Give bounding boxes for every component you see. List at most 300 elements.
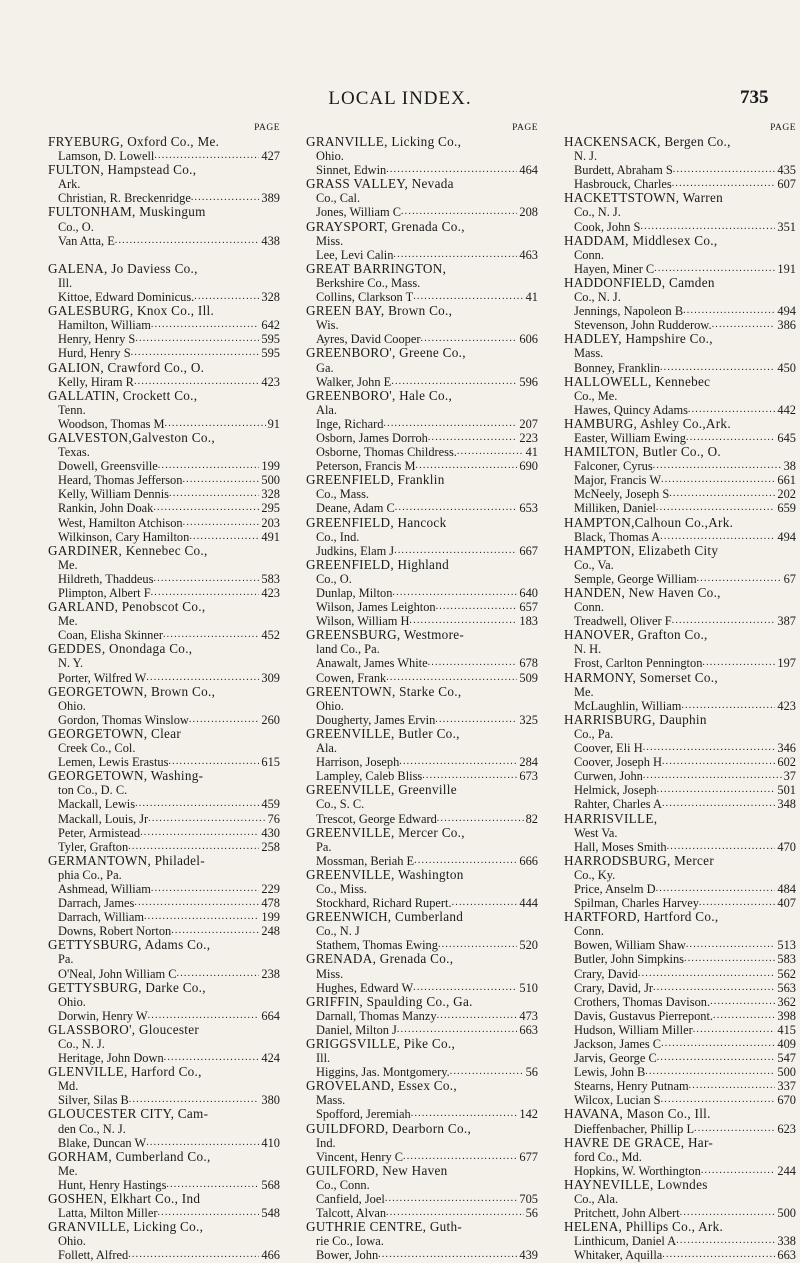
entry-page-number: 661 [777, 473, 796, 488]
index-entry [564, 967, 796, 981]
place-heading: GRIFFIN, Spaulding Co., Ga. [306, 994, 473, 1009]
place-heading: HALLOWELL, Kennebec [564, 374, 711, 389]
place-heading-continuation: Tenn. [58, 402, 86, 417]
index-entry [564, 995, 796, 1009]
entry-page-number: 229 [261, 881, 280, 896]
index-entry [306, 431, 538, 445]
entry-page-number: 362 [777, 994, 796, 1009]
index-entry [306, 459, 538, 473]
index-entry [306, 600, 538, 614]
entry-name: McLaughlin, William [574, 698, 682, 713]
leader-dots [673, 163, 776, 177]
entry-name: Mackall, Lewis [58, 797, 136, 812]
index-entry [564, 882, 796, 896]
leader-dots [135, 797, 259, 811]
entry-page-number: 244 [777, 1163, 796, 1178]
leader-dots [399, 755, 517, 769]
entry-name: Davis, Gustavus Pierrepont. [574, 1008, 714, 1023]
entry-name: Stathem, Thomas Ewing [316, 938, 438, 953]
leader-dots [422, 769, 517, 783]
place-heading: GREENTOWN, Starke Co., [306, 684, 462, 699]
entry-name: Crary, David [574, 966, 638, 981]
entry-page-number: 423 [261, 374, 280, 389]
entry-name: Stevenson, John Rudderow. [574, 318, 712, 333]
place-heading-continuation: Co., O. [58, 219, 94, 234]
leader-dots [146, 1136, 259, 1150]
leader-dots [452, 896, 518, 910]
entry-name: Kittoe, Edward Dominicus. [58, 290, 195, 305]
place-heading-continuation: rie Co., Iowa. [316, 1234, 384, 1249]
place-heading-continuation: Ala. [316, 741, 337, 756]
entry-page-number: 548 [261, 1206, 280, 1221]
place-heading: GOSHEN, Elkhart Co., Ind [48, 1192, 201, 1207]
index-entry [48, 840, 280, 854]
leader-dots [169, 487, 259, 501]
index-entry [48, 332, 280, 346]
leader-dots [128, 1248, 259, 1262]
entry-page-number: 659 [777, 501, 796, 516]
place-heading: HARRISBURG, Dauphin [564, 712, 707, 727]
index-entry [306, 544, 538, 558]
index-entry [48, 586, 280, 600]
index-entry [564, 614, 796, 628]
entry-page-number: 478 [261, 896, 280, 911]
entry-name: Judkins, Elam J [316, 543, 395, 558]
place-heading: GETTYSBURG, Darke Co., [48, 980, 206, 995]
entry-page-number: 513 [777, 938, 796, 953]
entry-page-number: 387 [777, 614, 796, 629]
leader-dots [450, 1065, 524, 1079]
index-entry [48, 516, 280, 530]
entry-page-number: 346 [777, 741, 796, 756]
place-heading-continuation: land Co., Pa. [316, 642, 380, 657]
entry-page-number: 466 [261, 1248, 280, 1263]
leader-dots [697, 572, 782, 586]
leader-dots [171, 924, 259, 938]
index-entry [564, 177, 796, 191]
place-heading-continuation: Texas. [58, 445, 90, 460]
leader-dots [158, 459, 260, 473]
place-heading: GRAYSPORT, Grenada Co., [306, 219, 465, 234]
entry-page-number: 238 [261, 966, 280, 981]
place-heading: HARRODSBURG, Mercer [564, 853, 715, 868]
place-heading: HADDAM, Middlesex Co., [564, 233, 718, 248]
index-entry [564, 459, 796, 473]
entry-name: Semple, George William [574, 571, 697, 586]
entry-page-number: 439 [519, 1248, 538, 1263]
entry-name: Coover, Eli H [574, 741, 643, 756]
entry-name: Walker, John E [316, 374, 392, 389]
place-heading: GLENVILLE, Harford Co., [48, 1065, 202, 1080]
entry-name: Trescot, George Edward [316, 811, 437, 826]
leader-dots [672, 614, 776, 628]
entry-name: Kelly, Hiram R [58, 374, 134, 389]
entry-page-number: 657 [519, 600, 538, 615]
leader-dots [194, 290, 259, 304]
entry-name: Christian, R. Breckenridge [58, 191, 191, 206]
index-entry [564, 262, 796, 276]
place-heading: GALLATIN, Crockett Co., [48, 388, 198, 403]
index-entry [48, 530, 280, 544]
index-entry [564, 1065, 796, 1079]
index-entry [48, 755, 280, 769]
leader-dots [661, 1037, 775, 1051]
index-entry [564, 896, 796, 910]
entry-page-number: 423 [777, 698, 796, 713]
leader-dots [131, 346, 260, 360]
place-heading: GRASS VALLEY, Nevada [306, 177, 454, 192]
place-heading: GREENBORO', Greene Co., [306, 346, 466, 361]
leader-dots [385, 1192, 518, 1206]
entry-page-number: 248 [261, 924, 280, 939]
entry-name: Wilson, James Leighton [316, 600, 436, 615]
entry-name: Hasbrouck, Charles [574, 177, 672, 192]
entry-page-number: 583 [261, 571, 280, 586]
leader-dots [163, 628, 259, 642]
entry-name: Jennings, Napoleon B [574, 304, 684, 319]
leader-dots [135, 332, 259, 346]
leader-dots [684, 952, 775, 966]
entry-page-number: 667 [519, 543, 538, 558]
entry-name: Blake, Duncan W [58, 1135, 147, 1150]
index-entry [48, 1136, 280, 1150]
place-heading-continuation: Ark. [58, 177, 81, 192]
place-heading: HACKETTSTOWN, Warren [564, 191, 724, 206]
entry-name: Helmick, Joseph [574, 783, 657, 798]
entry-name: Woodson, Thomas M [58, 416, 165, 431]
place-heading-continuation: Co., Ind. [316, 529, 360, 544]
index-entry [48, 1009, 280, 1023]
entry-name: Easter, William Ewing [574, 430, 686, 445]
place-heading-continuation: Pa. [58, 952, 74, 967]
entry-page-number: 653 [519, 501, 538, 516]
leader-dots [694, 1122, 775, 1136]
place-heading: FRYEBURG, Oxford Co., Me. [48, 135, 220, 149]
entry-name: Sinnet, Edwin [316, 163, 387, 178]
leader-dots [437, 812, 524, 826]
leader-dots [661, 473, 775, 487]
leader-dots [656, 501, 776, 515]
leader-dots [661, 1093, 776, 1107]
index-entry [564, 403, 796, 417]
entry-name: Hamilton, William [58, 318, 151, 333]
entry-page-number: 640 [519, 586, 538, 600]
leader-dots [683, 304, 775, 318]
entry-page-number: 677 [519, 1149, 538, 1164]
index-entry [48, 417, 280, 431]
entry-page-number: 67 [783, 571, 796, 586]
entry-name: Peterson, Francis M [316, 459, 416, 474]
leader-dots [686, 431, 775, 445]
place-heading-continuation: Ohio. [58, 994, 86, 1009]
entry-page-number: 325 [519, 712, 538, 727]
place-heading: GREENFIELD, Franklin [306, 473, 445, 488]
entry-page-number: 295 [261, 501, 280, 516]
entry-name: Inge, Richard [316, 416, 384, 431]
entry-page-number: 197 [777, 656, 796, 671]
index-entry [48, 967, 280, 981]
leader-dots [164, 1051, 260, 1065]
entry-page-number: 494 [777, 304, 796, 319]
entry-name: Vincent, Henry C [316, 1149, 404, 1164]
entry-page-number: 690 [519, 459, 538, 474]
place-heading-continuation: Ohio. [316, 149, 344, 164]
leader-dots [413, 981, 517, 995]
leader-dots [168, 755, 259, 769]
index-entry [48, 1051, 280, 1065]
index-entry [306, 332, 538, 346]
index-entry [564, 769, 796, 783]
entry-name: Jarvis, George C [574, 1051, 657, 1066]
running-head: LOCAL INDEX. [328, 88, 472, 109]
place-heading: GROVELAND, Essex Co., [306, 1079, 457, 1094]
leader-dots [397, 1023, 518, 1037]
place-heading: HAMILTON, Butler Co., O. [564, 445, 722, 460]
place-heading-continuation: Co., N. J [316, 924, 360, 939]
entry-page-number: 56 [525, 1065, 538, 1080]
place-heading: GRENADA, Grenada Co., [306, 952, 454, 967]
entry-page-number: 38 [783, 459, 796, 474]
leader-dots [643, 769, 782, 783]
page-number: 735 [740, 87, 769, 108]
leader-dots [710, 995, 775, 1009]
index-entry [306, 671, 538, 685]
leader-dots [699, 896, 775, 910]
place-heading-continuation: Co., Ala. [574, 1192, 619, 1207]
index-entry [564, 1023, 796, 1037]
entry-name: Lemen, Lewis Erastus [58, 755, 169, 770]
leader-dots [151, 586, 260, 600]
entry-page-number: 199 [261, 910, 280, 925]
column-page-header: PAGE [770, 123, 796, 133]
place-heading-continuation: Ala. [316, 402, 337, 417]
index-entry [306, 1150, 538, 1164]
leader-dots [436, 600, 518, 614]
leader-dots [686, 938, 776, 952]
entry-page-number: 415 [777, 1022, 796, 1037]
leader-dots [189, 530, 259, 544]
index-entry [564, 1206, 796, 1220]
index-entry [306, 501, 538, 515]
entry-name: Hughes, Edward W [316, 980, 414, 995]
place-heading-continuation: Md. [58, 1079, 79, 1094]
index-entry [306, 290, 538, 304]
place-heading-continuation: Ill. [58, 275, 73, 290]
place-heading-continuation: Ind. [316, 1135, 336, 1150]
index-entry [564, 1093, 796, 1107]
leader-dots [653, 981, 775, 995]
place-heading-continuation: Me. [58, 614, 78, 629]
place-heading-continuation: Ohio. [58, 1234, 86, 1249]
leader-dots [129, 1093, 260, 1107]
place-heading-continuation: Co., N. J. [574, 290, 621, 305]
index-entry [564, 572, 796, 586]
place-heading-continuation: Co., O. [316, 571, 352, 586]
index-entry [564, 699, 796, 713]
entry-name: Higgins, Jas. Montgomery. [316, 1065, 450, 1080]
leader-dots [702, 656, 775, 670]
place-heading: GEORGETOWN, Clear [48, 726, 182, 741]
leader-dots [392, 586, 517, 600]
place-heading: HAMPTON,Calhoun Co.,Ark. [564, 515, 734, 530]
entry-page-number: 500 [261, 473, 280, 488]
entry-name: Ayres, David Cooper [316, 332, 421, 347]
spacer [48, 248, 280, 262]
entry-page-number: 309 [261, 670, 280, 685]
place-heading: GALION, Crawford Co., O. [48, 360, 205, 375]
entry-page-number: 452 [261, 628, 280, 643]
entry-page-number: 664 [261, 1008, 280, 1023]
entry-page-number: 500 [777, 1206, 796, 1221]
entry-page-number: 491 [261, 529, 280, 544]
entry-name: Tyler, Grafton [58, 839, 129, 854]
index-entry [306, 1206, 538, 1220]
entry-page-number: 484 [777, 881, 796, 896]
index-entry [48, 812, 280, 826]
leader-dots [662, 797, 775, 811]
entry-page-number: 509 [519, 670, 538, 685]
index-entry [306, 896, 538, 910]
entry-name: Peter, Armistead [58, 825, 141, 840]
leader-dots [638, 967, 776, 981]
entry-name: Daniel, Milton J [316, 1022, 397, 1037]
place-heading-continuation: Berkshire Co., Mass. [316, 275, 421, 290]
index-entry [306, 713, 538, 727]
leader-dots [428, 656, 518, 670]
index-entry [306, 586, 538, 600]
place-heading-continuation: phia Co., Pa. [58, 867, 122, 882]
place-heading-continuation: Ohio. [316, 698, 344, 713]
place-heading-continuation: N. H. [574, 642, 602, 657]
entry-name: Black, Thomas A [574, 529, 661, 544]
leader-dots [403, 1150, 517, 1164]
place-heading: GREENFIELD, Highland [306, 557, 449, 572]
leader-dots [689, 1079, 776, 1093]
column-page-header: PAGE [512, 123, 538, 133]
entry-page-number: 386 [777, 318, 796, 333]
leader-dots [151, 318, 260, 332]
entry-page-number: 663 [777, 1248, 796, 1263]
entry-page-number: 494 [777, 529, 796, 544]
entry-name: Milliken, Daniel [574, 501, 656, 516]
entry-page-number: 501 [777, 783, 796, 798]
leader-dots [146, 671, 259, 685]
leader-dots [140, 826, 259, 840]
place-heading: GARDINER, Kennebec Co., [48, 543, 208, 558]
leader-dots [660, 530, 775, 544]
entry-page-number: 623 [777, 1121, 796, 1136]
leader-dots [134, 375, 259, 389]
place-heading: GREENVILLE, Washington [306, 867, 464, 882]
place-heading-continuation: den Co., N. J. [58, 1121, 126, 1136]
index-entry [306, 854, 538, 868]
entry-name: Cowen, Frank [316, 670, 387, 685]
leader-dots [166, 1178, 259, 1192]
entry-page-number: 444 [519, 896, 538, 911]
place-heading: GREENVILLE, Greenville [306, 783, 457, 798]
entry-name: Treadwell, Oliver F [574, 614, 672, 629]
entry-name: Dougherty, James Ervin [316, 712, 436, 727]
entry-name: Jackson, James C [574, 1037, 662, 1051]
entry-page-number: 398 [777, 1008, 796, 1023]
index-entry [48, 797, 280, 811]
leader-dots [115, 234, 260, 248]
entry-page-number: 615 [261, 755, 280, 770]
index-entry [306, 1065, 538, 1079]
place-heading-continuation: Ill. [316, 1051, 331, 1066]
place-heading: FULTONHAM, Muskingum [48, 205, 206, 220]
place-heading-continuation: ton Co., D. C. [58, 783, 128, 798]
entry-name: Follett, Alfred [58, 1248, 129, 1263]
entry-page-number: 450 [777, 360, 796, 375]
index-entry [564, 163, 796, 177]
entry-page-number: 41 [525, 445, 538, 460]
place-heading: FULTON, Hampstead Co., [48, 163, 197, 178]
index-entry [48, 149, 280, 163]
leader-dots [640, 220, 775, 234]
entry-name: Hall, Moses Smith [574, 839, 667, 854]
index-entry [306, 375, 538, 389]
index-entry [564, 1248, 796, 1262]
entry-name: Darrach, James [58, 896, 135, 911]
entry-name: Latta, Milton Miller [58, 1206, 158, 1221]
entry-name: Butler, John Simpkins [574, 952, 684, 967]
place-heading: GREENVILLE, Butler Co., [306, 726, 460, 741]
leader-dots [657, 783, 776, 797]
entry-name: Harrison, Joseph [316, 755, 400, 770]
leader-dots [386, 1206, 524, 1220]
leader-dots [428, 431, 518, 445]
entry-name: Lampley, Caleb Bliss [316, 769, 423, 784]
entry-page-number: 666 [519, 853, 538, 868]
leader-dots [383, 417, 517, 431]
entry-page-number: 142 [519, 1107, 538, 1122]
entry-name: Dowell, Greensville [58, 459, 158, 474]
entry-name: Wilkinson, Cary Hamilton [58, 529, 190, 544]
index-entry [48, 1248, 280, 1262]
place-heading: GLOUCESTER CITY, Cam- [48, 1107, 209, 1122]
index-entry [306, 1192, 538, 1206]
entry-name: Spilman, Charles Harvey [574, 896, 699, 911]
entry-name: Lee, Levi Calin [316, 247, 394, 262]
entry-name: Frost, Carlton Pennington [574, 656, 703, 671]
place-heading: HAYNEVILLE, Lowndes [564, 1177, 708, 1192]
leader-dots [177, 967, 260, 981]
leader-dots [413, 290, 523, 304]
entry-page-number: 473 [519, 1008, 538, 1023]
index-entry [48, 191, 280, 205]
entry-page-number: 348 [777, 797, 796, 812]
leader-dots [386, 163, 517, 177]
place-heading-continuation: Conn. [574, 600, 604, 615]
index-entry [564, 741, 796, 755]
entry-page-number: 520 [519, 938, 538, 953]
entry-name: Lamson, D. Lowell [58, 149, 155, 164]
entry-name: Stockhard, Richard Rupert. [316, 896, 452, 911]
leader-dots [157, 1206, 259, 1220]
index-entry [48, 671, 280, 685]
index-entry [564, 1037, 796, 1051]
entry-name: Rahter, Charles A [574, 797, 662, 812]
leader-dots [394, 544, 517, 558]
place-heading-continuation: Co., Me. [574, 388, 618, 403]
entry-page-number: 510 [519, 980, 538, 995]
entry-page-number: 463 [519, 247, 538, 262]
index-entry [48, 572, 280, 586]
index-entry [564, 783, 796, 797]
place-heading-continuation: Co., Mass. [316, 487, 370, 502]
index-entry [48, 459, 280, 473]
